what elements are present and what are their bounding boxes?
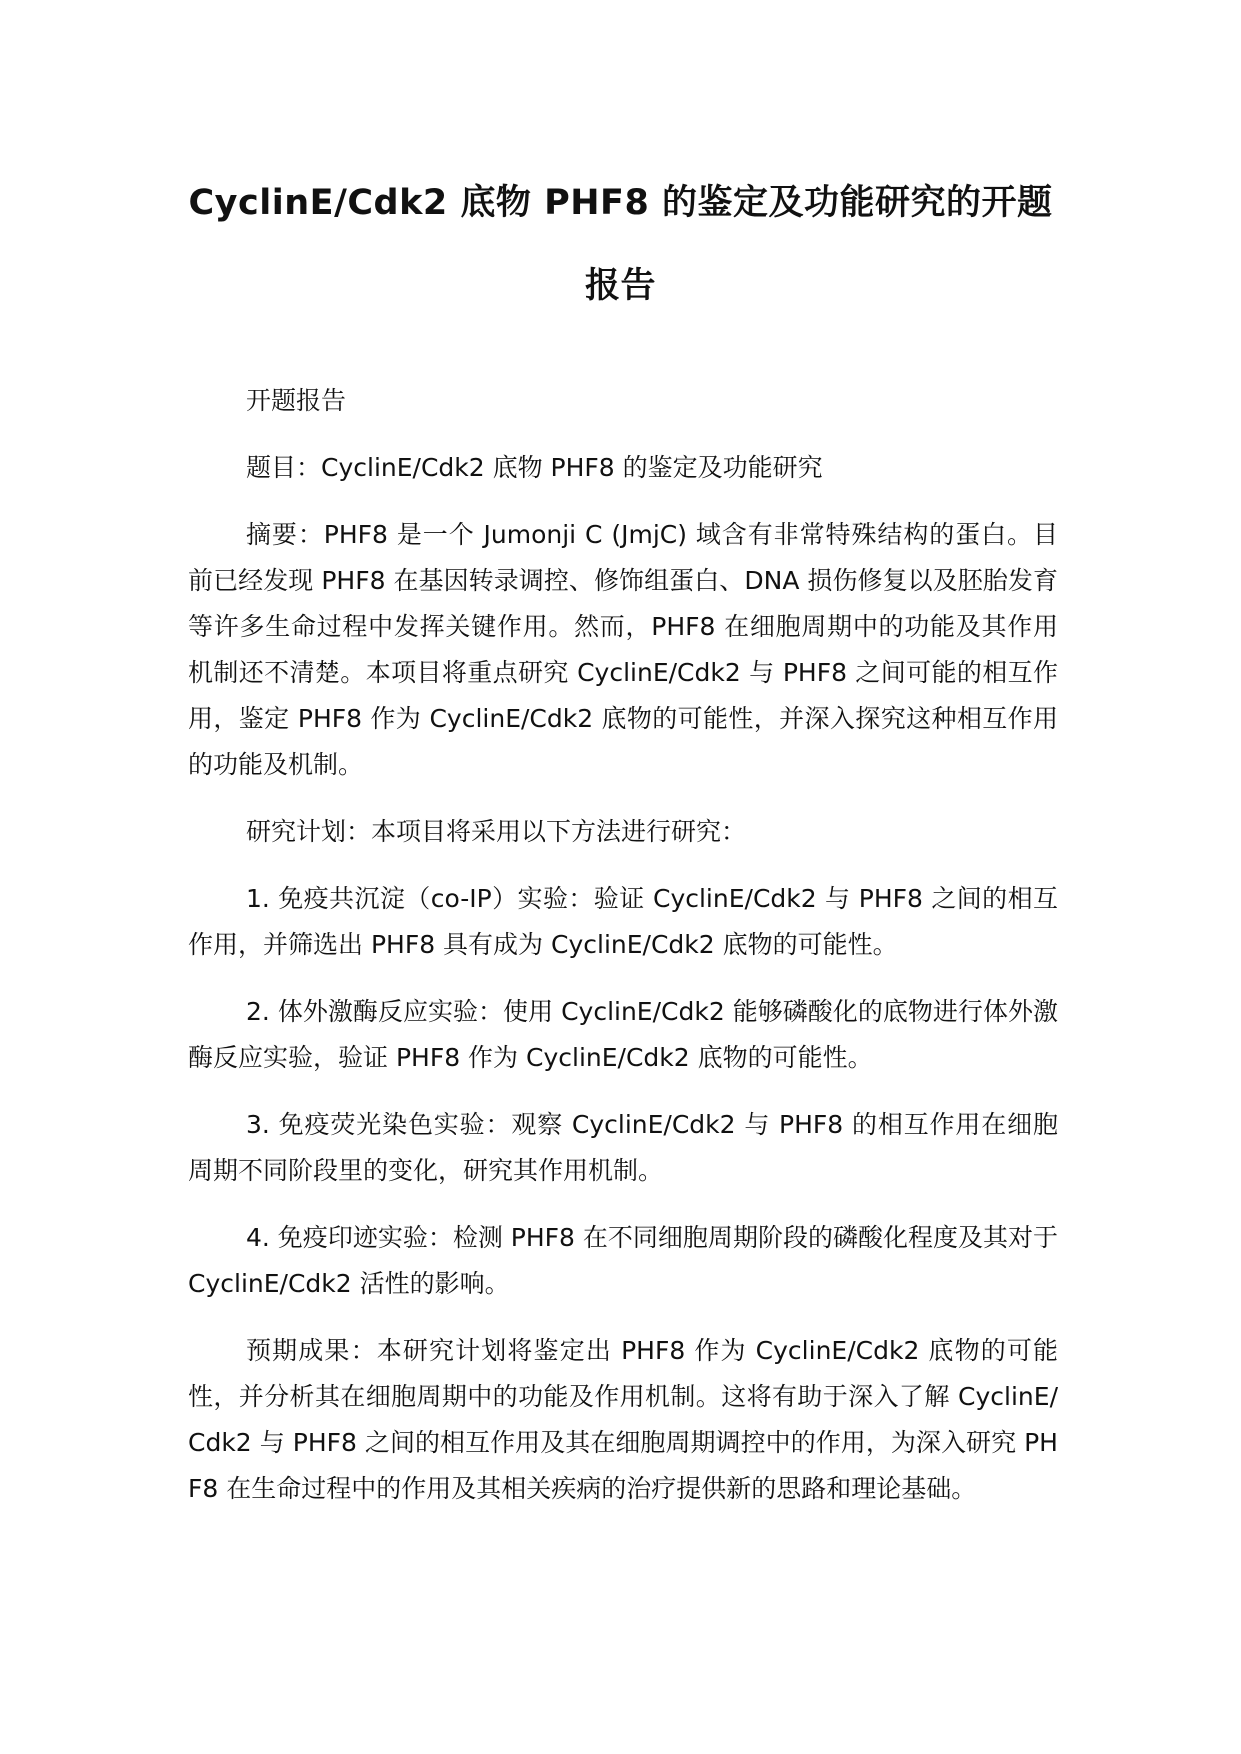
method-item-1: 1. 免疫共沉淀（co-IP）实验：验证 CyclinE/Cdk2 与 PHF8 之间的相互作用，并筛选出 PHF8 具有成为 CyclinE/Cdk2 底物的可能性。 bbox=[188, 884, 1058, 959]
expected-results-paragraph: 预期成果：本研究计划将鉴定出 PHF8 作为 CyclinE/Cdk2 底物的可能性，并分析其在细胞周期中的功能及作用机制。这将有助于深入了解 CyclinE/Cdk2 与 PHF8 之间的相互作用及其在细胞周期调控中的作用，为深入研究 PHF8 在生命过程中的作用及其相关疾病的治疗提供新的思路和理论基础。 bbox=[188, 1336, 1058, 1503]
topic-paragraph: 题目：CyclinE/Cdk2 底物 PHF8 的鉴定及功能研究 bbox=[246, 453, 823, 482]
method-item-3: 3. 免疫荧光染色实验：观察 CyclinE/Cdk2 与 PHF8 的相互作用在细胞周期不同阶段里的变化，研究其作用机制。 bbox=[188, 1110, 1058, 1185]
document-title-line-1: CyclinE/Cdk2 底物 PHF8 的鉴定及功能研究的开题 bbox=[188, 183, 1053, 223]
document-title-line-2: 报告 bbox=[584, 266, 656, 306]
method-item-2: 2. 体外激酶反应实验：使用 CyclinE/Cdk2 能够磷酸化的底物进行体外激酶反应实验，验证 PHF8 作为 CyclinE/Cdk2 底物的可能性。 bbox=[188, 997, 1058, 1072]
section-heading-proposal: 开题报告 bbox=[246, 386, 347, 415]
abstract-paragraph: 摘要：PHF8 是一个 Jumonji C (JmjC) 域含有非常特殊结构的蛋白。目前已经发现 PHF8 在基因转录调控、修饰组蛋白、DNA 损伤修复以及胚胎发育等许多生命过程中发挥关键作用。然而，PHF8 在细胞周期中的功能及其作用机制还不清楚。本项目将重点研究 CyclinE/Cdk2 与 PHF8 之间可能的相互作用，鉴定 PHF8 作为 CyclinE/Cdk2 底物的可能性，并深入探究这种相互作用的功能及机制。 bbox=[188, 520, 1058, 779]
method-item-4: 4. 免疫印迹实验：检测 PHF8 在不同细胞周期阶段的磷酸化程度及其对于 CyclinE/Cdk2 活性的影响。 bbox=[188, 1223, 1058, 1298]
research-plan-paragraph: 研究计划：本项目将采用以下方法进行研究： bbox=[246, 817, 747, 846]
document-body bbox=[188, 378, 1058, 1533]
